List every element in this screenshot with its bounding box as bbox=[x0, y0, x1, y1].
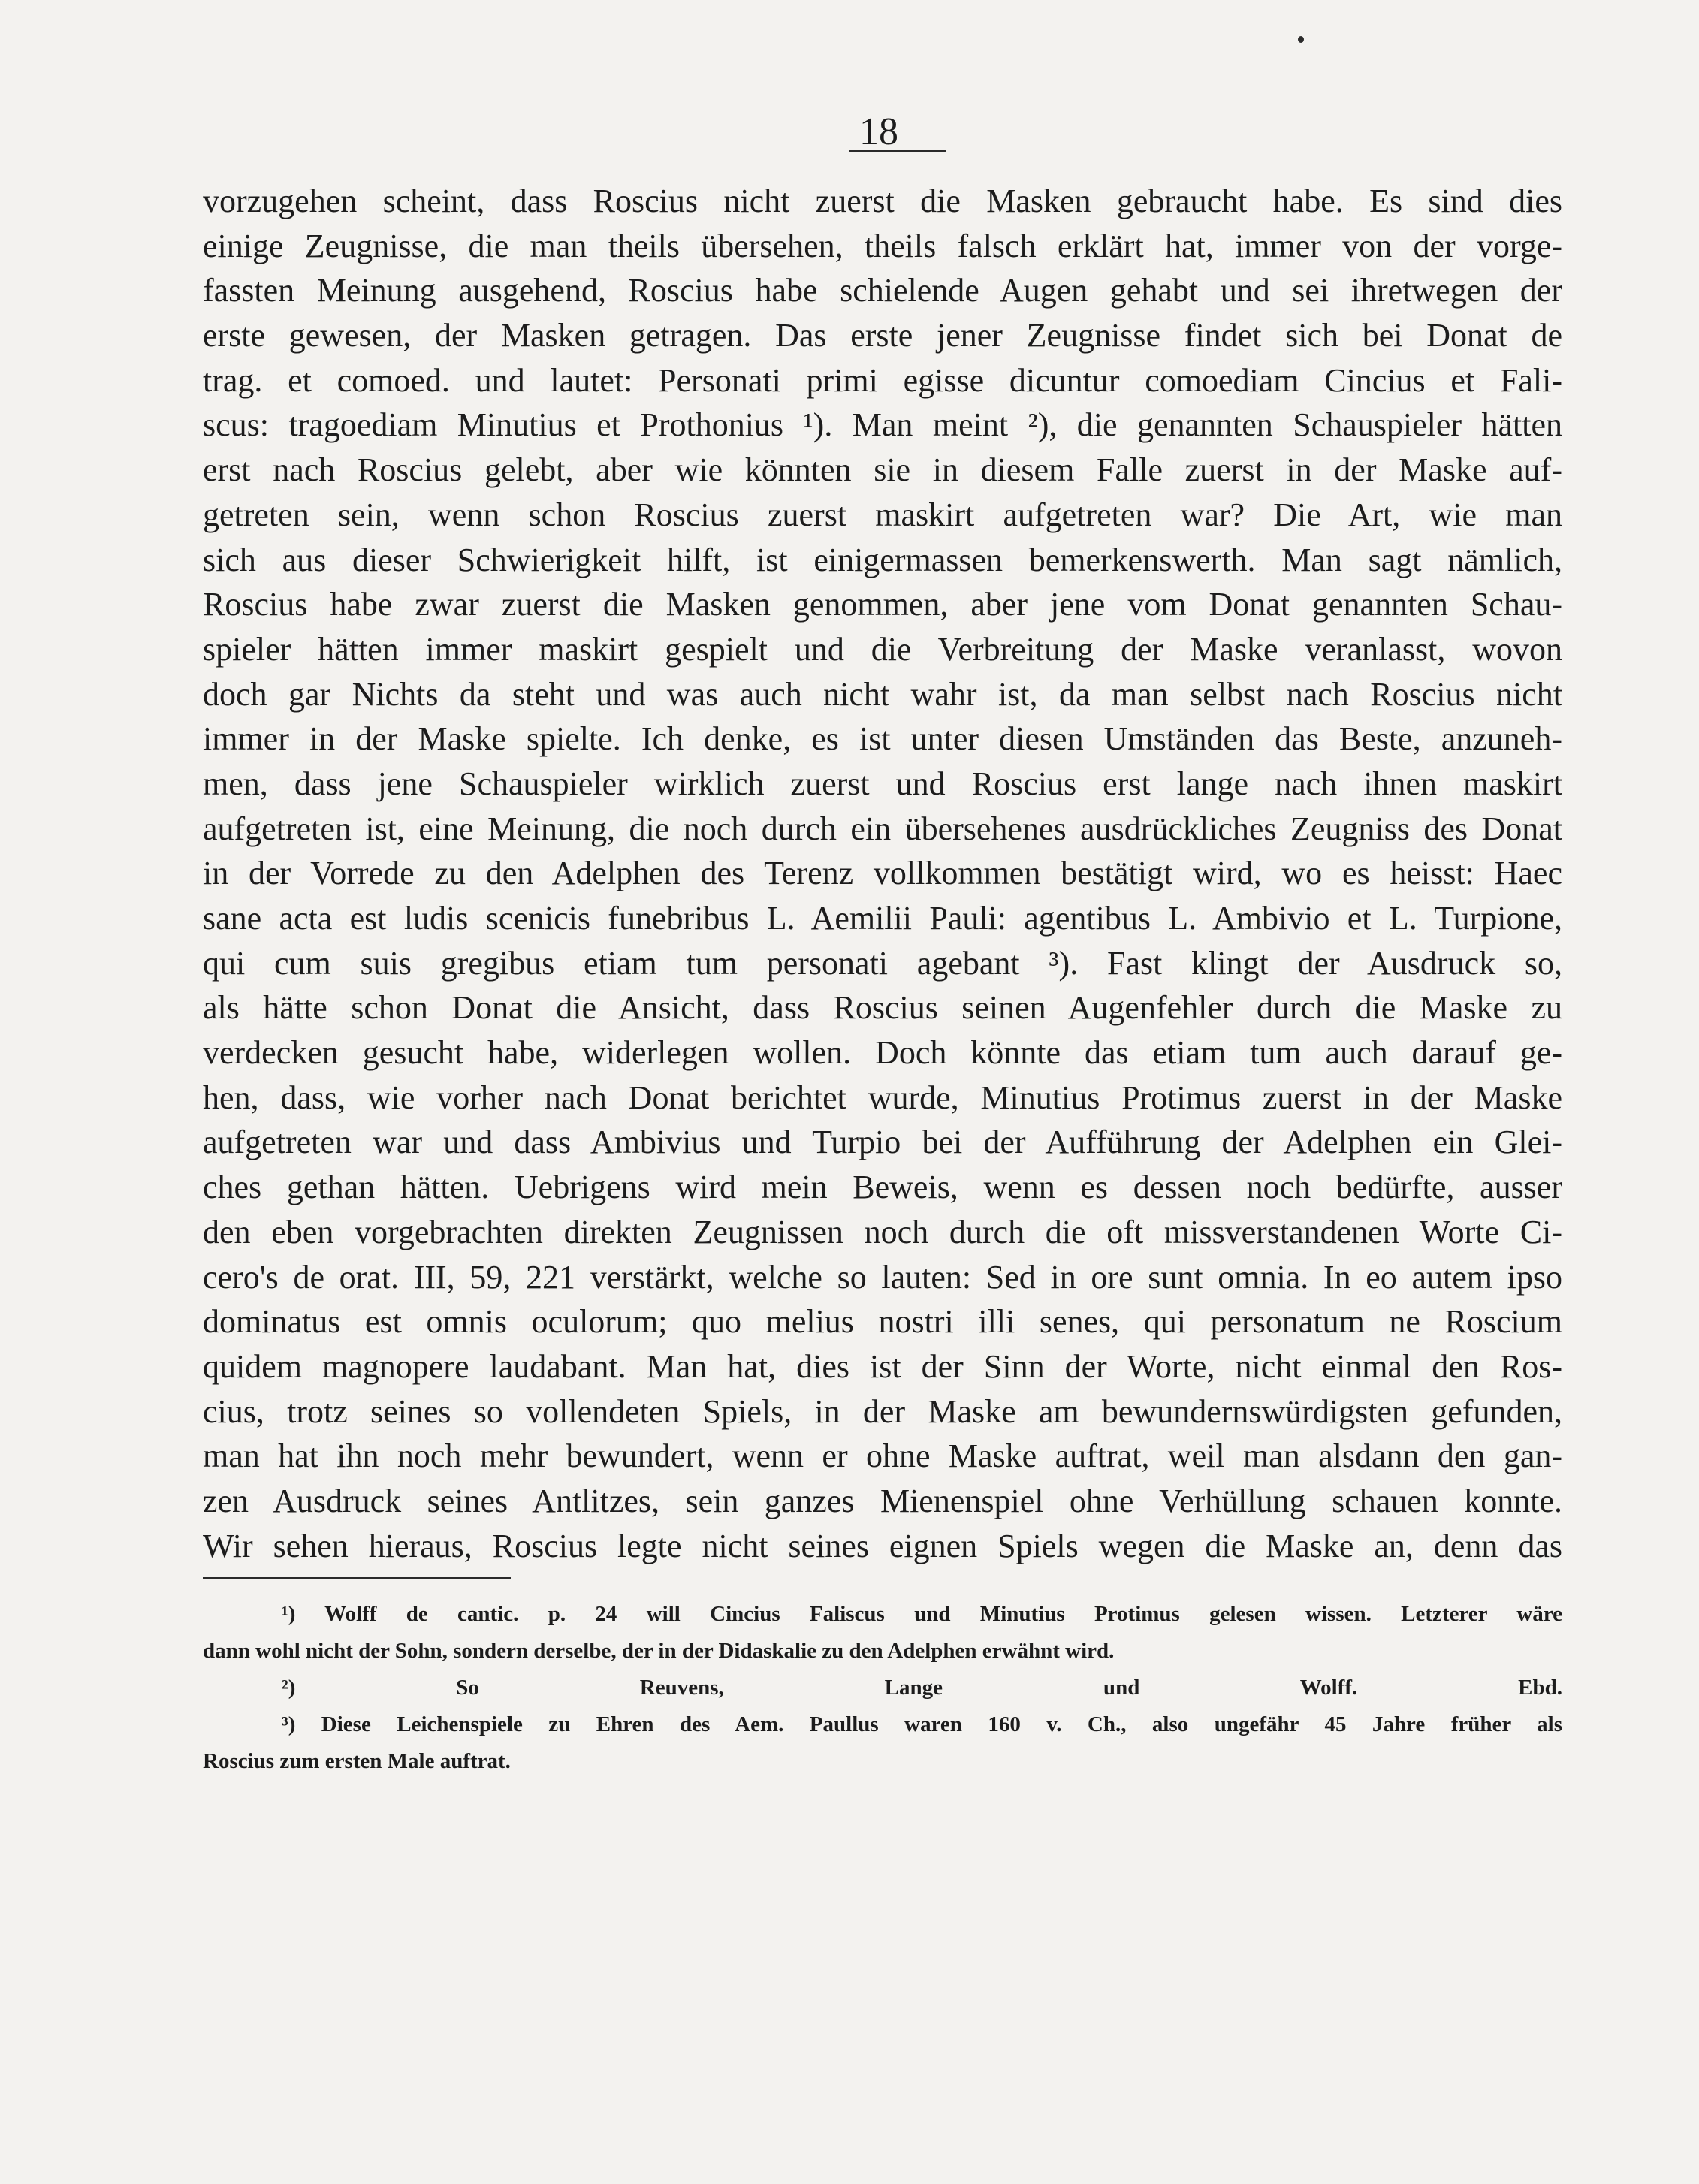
text-line: men, dass jene Schauspieler wirklich zuerst und Roscius erst lange nach ihnen maskirt bbox=[203, 765, 1562, 802]
text-line: aufgetreten ist, eine Meinung, die noch durch ein übersehenes ausdrückliches Zeugniss des Donat bbox=[203, 810, 1562, 847]
footnote-line: dann wohl nicht der Sohn, sondern derselbe, der in der Didaskalie zu den Adelphen erwähnt wird. bbox=[203, 1639, 1115, 1663]
footnotes bbox=[203, 1596, 1562, 1780]
text-line: qui cum suis gregibus etiam tum personati agebant ³). Fast klingt der Ausdruck so, bbox=[203, 944, 1562, 982]
page-number-rule bbox=[849, 150, 946, 152]
main-text bbox=[203, 179, 1562, 1568]
text-line: einige Zeugnisse, die man theils übersehen, theils falsch erklärt hat, immer von der vorge- bbox=[203, 227, 1562, 264]
text-line: fassten Meinung ausgehend, Roscius habe schielende Augen gehabt und sei ihretwegen der bbox=[203, 272, 1562, 309]
text-line: aufgetreten war und dass Ambivius und Turpio bei der Aufführung der Adelphen ein Glei- bbox=[203, 1124, 1562, 1161]
footnote-line: ³) Diese Leichenspiele zu Ehren des Aem. Paullus waren 160 v. Ch., also ungefähr 45 Jahre früher als bbox=[282, 1712, 1562, 1736]
footnote-line: ¹) Wolff de cantic. p. 24 will Cincius Faliscus und Minutius Protimus gelesen wissen. Letzterer wäre bbox=[282, 1602, 1562, 1626]
text-line: Wir sehen hieraus, Roscius legte nicht seines eignen Spiels wegen die Maske an, denn das bbox=[203, 1527, 1562, 1564]
text-line: hen, dass, wie vorher nach Donat berichtet wurde, Minutius Protimus zuerst in der Maske bbox=[203, 1078, 1562, 1116]
text-line: cius, trotz seines so vollendeten Spiels, in der Maske am bewundernswürdigsten gefunden, bbox=[203, 1392, 1562, 1430]
text-line: cero's de orat. III, 59, 221 verstärkt, welche so lauten: Sed in ore sunt omnia. In eo autem ipso bbox=[203, 1258, 1562, 1296]
text-line: den eben vorgebrachten direkten Zeugnissen noch durch die oft missverstandenen Worte Ci- bbox=[203, 1213, 1562, 1250]
text-line: man hat ihn noch mehr bewundert, wenn er ohne Maske auftrat, weil man alsdann den gan- bbox=[203, 1437, 1562, 1475]
page-number: 18 bbox=[859, 110, 898, 153]
text-line: als hätte schon Donat die Ansicht, dass Roscius seinen Augenfehler durch die Maske zu bbox=[203, 989, 1562, 1027]
text-line: quidem magnopere laudabant. Man hat, dies ist der Sinn der Worte, nicht einmal den Ros- bbox=[203, 1347, 1562, 1385]
text-line: verdecken gesucht habe, widerlegen wollen. Doch könnte das etiam tum auch darauf ge- bbox=[203, 1034, 1562, 1072]
text-line: spieler hätten immer maskirt gespielt und die Verbreitung der Maske veranlasst, wovon bbox=[203, 630, 1562, 668]
text-line: scus: tragoediam Minutius et Prothonius ¹). Man meint ²), die genannten Schauspieler hätten bbox=[203, 406, 1562, 444]
text-line: in der Vorrede zu den Adelphen des Terenz vollkommen bestätigt wird, wo es heisst: Haec bbox=[203, 855, 1562, 892]
text-line: immer in der Maske spielte. Ich denke, es ist unter diesen Umständen das Beste, anzuneh- bbox=[203, 720, 1562, 758]
text-line: Roscius habe zwar zuerst die Masken genommen, aber jene vom Donat genannten Schau- bbox=[203, 586, 1562, 623]
ink-speck bbox=[1298, 36, 1304, 43]
footnote-separator bbox=[203, 1577, 511, 1579]
text-line: trag. et comoed. und lautet: Personati primi egisse dicuntur comoediam Cincius et Fali- bbox=[203, 361, 1562, 399]
footnote-line: Roscius zum ersten Male auftrat. bbox=[203, 1749, 511, 1773]
footnote-line: ²) So Reuvens, Lange und Wolff. Ebd. bbox=[282, 1676, 1562, 1700]
text-line: sane acta est ludis scenicis funebribus L. Aemilii Pauli: agentibus L. Ambivio et L. Turpione, bbox=[203, 900, 1562, 937]
text-line: erste gewesen, der Masken getragen. Das erste jener Zeugnisse findet sich bei Donat de bbox=[203, 317, 1562, 354]
text-line: zen Ausdruck seines Antlitzes, sein ganzes Mienenspiel ohne Verhüllung schauen konnte. bbox=[203, 1482, 1562, 1519]
text-line: erst nach Roscius gelebt, aber wie könnten sie in diesem Falle zuerst in der Maske auf- bbox=[203, 451, 1562, 489]
text-line: dominatus est omnis oculorum; quo melius nostri illi senes, qui personatum ne Roscium bbox=[203, 1303, 1562, 1341]
text-line: ches gethan hätten. Uebrigens wird mein Beweis, wenn es dessen noch bedürfte, ausser bbox=[203, 1169, 1562, 1206]
text-line: getreten sein, wenn schon Roscius zuerst maskirt aufgetreten war? Die Art, wie man bbox=[203, 496, 1562, 533]
text-line: doch gar Nichts da steht und was auch nicht wahr ist, da man selbst nach Roscius nicht bbox=[203, 675, 1562, 713]
text-line: sich aus dieser Schwierigkeit hilft, ist einigermassen bemerkenswerth. Man sagt nämlich, bbox=[203, 541, 1562, 578]
text-line: vorzugehen scheint, dass Roscius nicht zuerst die Masken gebraucht habe. Es sind dies bbox=[203, 183, 1562, 219]
